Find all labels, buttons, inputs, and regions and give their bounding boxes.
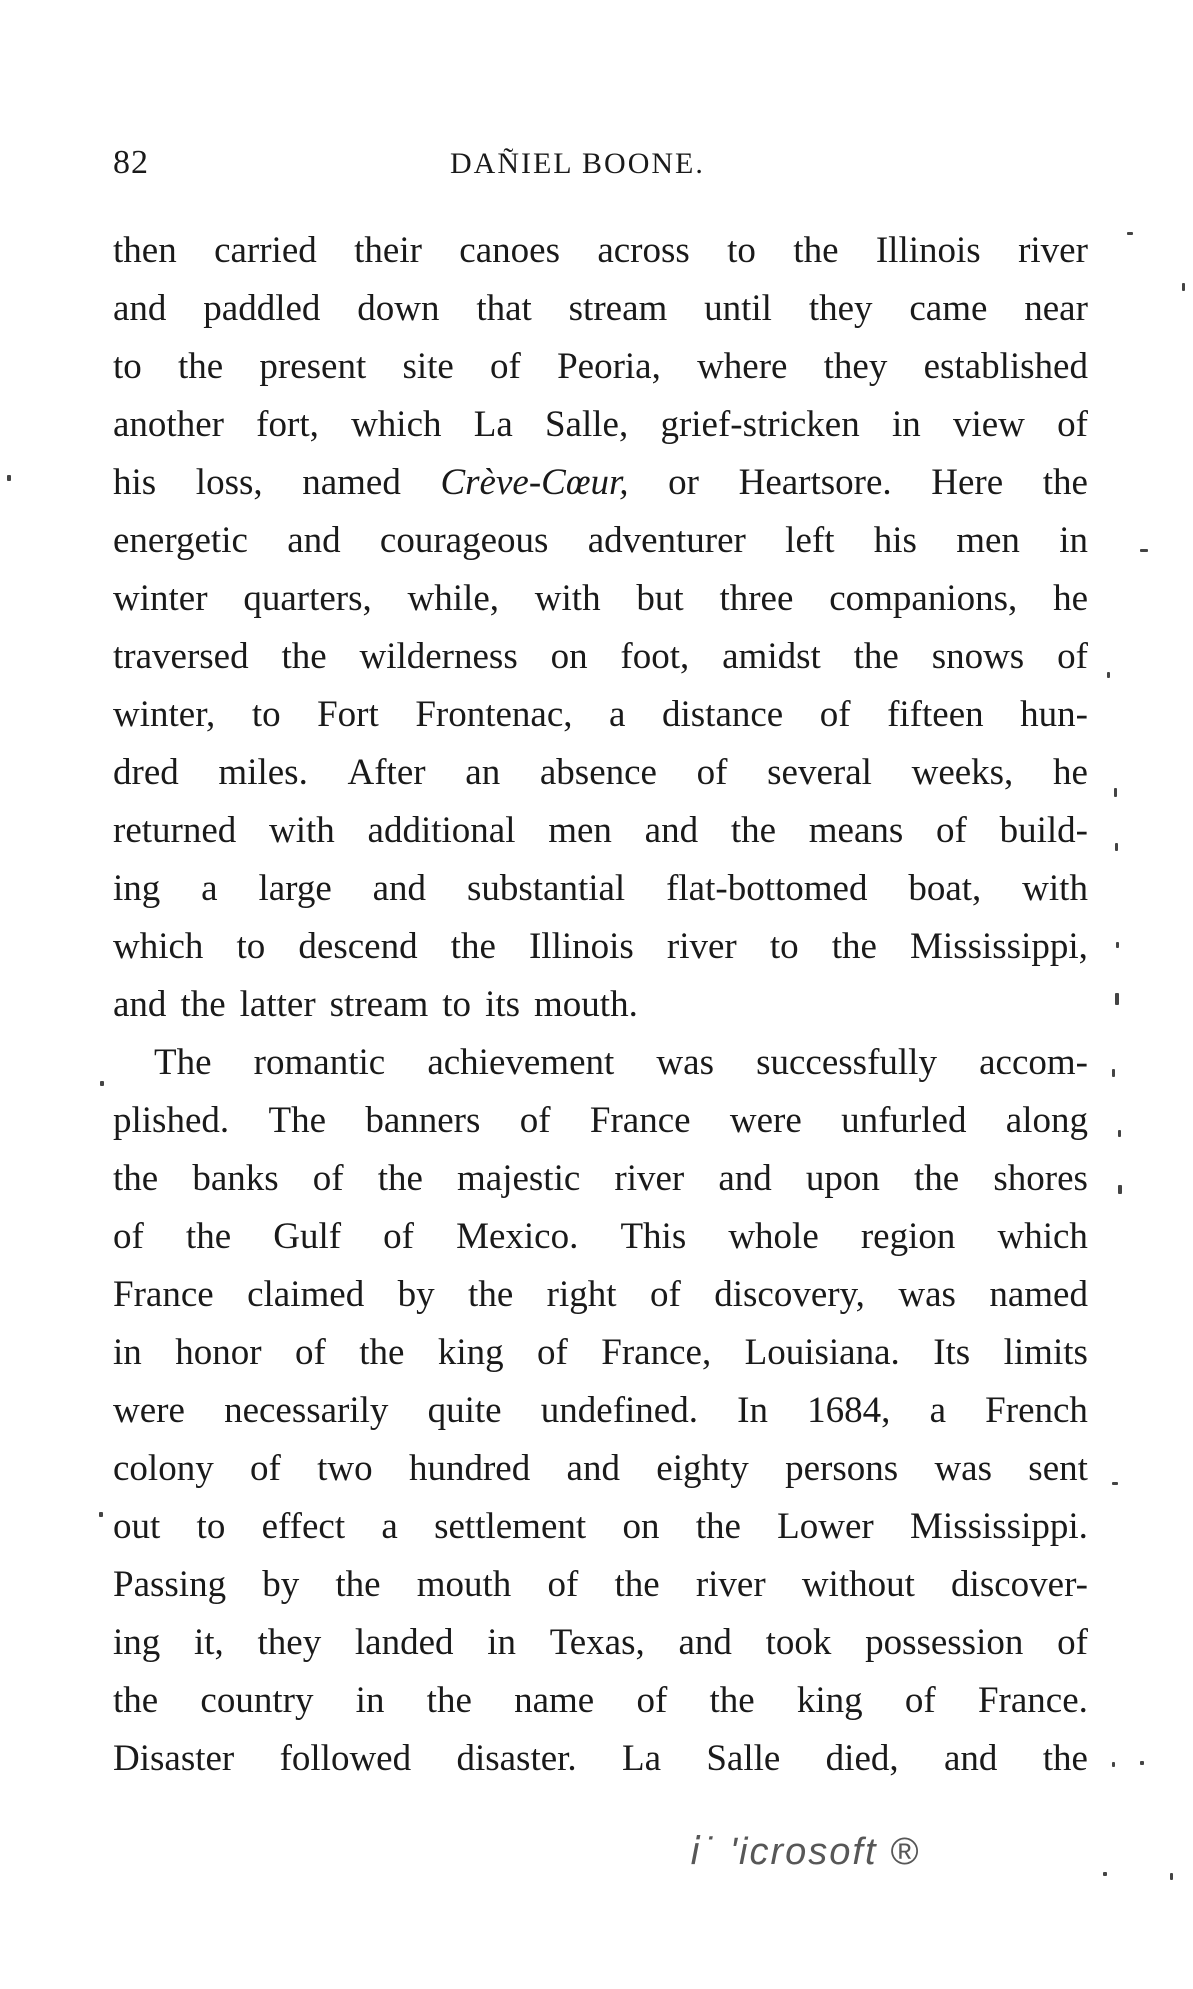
word: amidst [722,636,821,677]
word: landed [354,1622,454,1663]
word: the [335,1564,381,1605]
word: was [898,1274,956,1315]
word: winter, [113,694,216,735]
word: then [113,230,177,271]
scan-speck [1103,1872,1107,1876]
word: site [402,346,454,387]
word: the [914,1158,960,1199]
word: Heartsore. [738,462,892,503]
word: to [769,926,799,967]
word: Gulf [273,1216,342,1257]
text-line [113,1556,1088,1614]
word: romantic [253,1042,386,1083]
word: This [620,1216,687,1257]
word: near [1024,288,1088,329]
text-line [113,1614,1088,1672]
word: France [113,1274,214,1315]
word: stream [568,288,668,329]
word: loss, [195,462,263,503]
word: on [622,1506,660,1547]
word: In [737,1390,768,1431]
word: of [490,346,521,387]
word: weeks, [911,752,1014,793]
scan-speck [100,1081,104,1086]
word: discovery, [714,1274,865,1315]
word: additional [367,810,516,851]
word: left [785,520,835,561]
word: boat, [908,868,982,909]
scan-speck [1118,1185,1122,1194]
scan-speck [1182,283,1185,291]
text-line [113,338,1088,396]
word: courageous [379,520,549,561]
word: with [269,810,335,851]
word: settlement [434,1506,587,1547]
word: quarters, [243,578,372,619]
word: that [476,288,532,329]
word: of [250,1448,281,1489]
word: accom- [979,1042,1088,1083]
text-line [113,628,1088,686]
word: latter [239,984,316,1025]
word: the [426,1680,472,1721]
word: king [796,1680,863,1721]
word: flat-bottomed [666,868,868,909]
word: of [547,1564,579,1605]
text-line [113,1092,1088,1150]
text-line [113,1382,1088,1440]
word: to [442,984,472,1025]
word: died, [825,1738,899,1779]
word: by [262,1564,300,1605]
word: with [1022,868,1088,909]
body-text [113,222,1093,1788]
word: the [831,926,877,967]
word: substantial [466,868,626,909]
word: Here [931,462,1004,503]
word: across [597,230,690,271]
word: of [1057,404,1088,445]
word: a [609,694,626,735]
word: the [709,1680,755,1721]
word: he [1052,752,1088,793]
scan-speck [1115,843,1118,851]
word: Illinois [875,230,981,271]
word: view [952,404,1025,445]
word: fifteen [887,694,984,735]
word: companions, [829,578,1018,619]
word: and [718,1158,772,1199]
word: a [929,1390,946,1431]
word: or [668,462,699,503]
word: of [537,1332,568,1373]
text-line [113,802,1088,860]
word: of [904,1680,936,1721]
word: quite [427,1390,502,1431]
word: Its [933,1332,971,1373]
word: the [177,346,224,387]
word: The [154,1042,212,1083]
scan-speck [1170,1873,1173,1880]
scan-speck [1127,232,1133,235]
text-line [113,454,1088,512]
scan-speck [7,475,11,481]
word: France, [601,1332,712,1373]
scan-speck [1118,1130,1121,1137]
word: banks [192,1158,279,1199]
word: several [767,752,872,793]
word: plished. [113,1100,230,1141]
word: La [622,1738,662,1779]
word: they [823,346,888,387]
word: disaster. [456,1738,577,1779]
word: hun- [1020,694,1088,735]
word: Louisiana. [744,1332,900,1373]
word: the [1042,1738,1088,1779]
word: the [853,636,899,677]
word: energetic [113,520,248,561]
text-line [113,1730,1088,1788]
word: to [196,1506,226,1547]
word: Frontenac, [415,694,573,735]
word: the [359,1332,405,1373]
word: upon [805,1158,880,1199]
word: along [1005,1100,1088,1141]
word: adventurer [587,520,746,561]
word: which [997,1216,1088,1257]
word: three [719,578,794,619]
word: of [1057,636,1088,677]
word: river [695,1564,766,1605]
word: they [808,288,873,329]
word: stream [329,984,429,1025]
word: sent [1028,1448,1088,1489]
word: the [180,984,226,1025]
scan-speck [1116,942,1119,948]
word: limits [1003,1332,1088,1373]
word: a [201,868,218,909]
word: Crève-Cœur, [440,462,629,503]
word: discover- [951,1564,1088,1605]
word: the [450,926,496,967]
word: the [281,636,327,677]
word: claimed [247,1274,365,1315]
text-line [113,280,1088,338]
word: river [1018,230,1088,271]
word: two [317,1448,373,1489]
word: of [636,1680,668,1721]
scan-speck [1140,549,1148,552]
word: Salle [706,1738,781,1779]
word: of [113,1216,144,1257]
word: the [1042,462,1088,503]
word: another [113,404,224,445]
word: Passing [113,1564,227,1605]
word: came [909,288,988,329]
word: his [873,520,917,561]
word: hundred [408,1448,531,1489]
scan-speck [1107,672,1110,678]
word: country [200,1680,314,1721]
word: and [287,520,341,561]
word: 1684, [807,1390,891,1431]
word: snows [931,636,1025,677]
word: dred [113,752,179,793]
scan-speck [1112,1069,1115,1077]
word: the [468,1274,514,1315]
text-line [113,1324,1088,1382]
word: but [636,578,684,619]
scan-speck [1112,1482,1118,1485]
word: their [354,230,422,271]
word: which [113,926,204,967]
scan-speck [99,1512,103,1517]
word: men [548,810,612,851]
word: and [113,288,167,329]
word: of [649,1274,681,1315]
word: king [437,1332,504,1373]
word: The [268,1100,326,1141]
word: of [696,752,728,793]
word: and [678,1622,732,1663]
word: until [704,288,772,329]
word: a [381,1506,398,1547]
word: named [989,1274,1088,1315]
word: and [644,810,699,851]
word: grief-stricken [660,404,860,445]
word: took [765,1622,832,1663]
word: canoes [459,230,560,271]
text-line [113,744,1088,802]
word: fort, [256,404,319,445]
word: of [1057,1622,1088,1663]
scan-speck [1112,1762,1115,1767]
word: France. [977,1680,1088,1721]
word: distance [661,694,784,735]
word: and [566,1448,620,1489]
word: while, [407,578,499,619]
word: out [113,1506,161,1547]
text-line [113,918,1088,976]
word: successfully [756,1042,937,1083]
word: he [1053,578,1088,619]
word: of [294,1332,326,1373]
word: Salle, [544,404,629,445]
word: large [258,868,332,909]
text-line [113,1266,1088,1324]
word: river [666,926,737,967]
word: river [614,1158,685,1199]
word: Mississippi, [910,926,1088,967]
page-number: 82 [113,144,149,181]
word: where [697,346,788,387]
word: of [819,694,851,735]
word: miles. [218,752,308,793]
word: undefined. [540,1390,698,1431]
word: traversed [113,636,249,677]
word: ing [113,1622,161,1663]
word: Fort [317,694,379,735]
scan-speck [1140,1761,1144,1765]
word: Lower [777,1506,874,1547]
word: mouth [416,1564,512,1605]
text-line [113,1150,1088,1208]
word: which [351,404,442,445]
word: to [113,346,142,387]
word: were [113,1390,185,1431]
word: After [347,752,426,793]
word: was [934,1448,992,1489]
word: the [695,1506,741,1547]
word: named [302,462,401,503]
word: his [113,462,157,503]
word: majestic [457,1158,581,1199]
word: with [534,578,601,619]
word: France [589,1100,691,1141]
word: the [113,1680,159,1721]
word: descend [298,926,418,967]
word: and [372,868,427,909]
text-line [113,512,1088,570]
word: followed [279,1738,412,1779]
word: La [473,404,513,445]
word: it, [193,1622,224,1663]
word: right [546,1274,617,1315]
word: in [113,1332,142,1373]
word: Mexico. [456,1216,579,1257]
word: to [251,694,281,735]
word: the [377,1158,423,1199]
word: without [801,1564,915,1605]
word: the [793,230,839,271]
word: by [397,1274,435,1315]
word: mouth. [534,984,638,1025]
word: persons [785,1448,899,1489]
word: Texas, [549,1622,645,1663]
word: and [113,984,167,1025]
word: in [1059,520,1088,561]
text-line [113,1208,1088,1266]
word: honor [175,1332,262,1373]
word: the [113,1158,159,1199]
scan-speck [1114,788,1117,797]
word: French [985,1390,1088,1431]
word: foot, [620,636,690,677]
word: possession [865,1622,1024,1663]
running-head: DAÑIEL BOONE. [450,147,705,180]
word: eighty [656,1448,749,1489]
word: and [943,1738,998,1779]
text-line [113,570,1088,628]
word: on [550,636,588,677]
word: Illinois [528,926,634,967]
word: men [956,520,1020,561]
word: the [730,810,777,851]
word: was [656,1042,714,1083]
watermark-logo: ⅰ˙ ʹicrosoft ® [690,1831,921,1873]
word: of [519,1100,551,1141]
word: absence [539,752,657,793]
word: to [727,230,756,271]
text-line [113,1498,1088,1556]
word: to [236,926,266,967]
word: banners [365,1100,481,1141]
word: present [259,346,367,387]
word: paddled [203,288,321,329]
word: in [891,404,921,445]
word: they [257,1622,322,1663]
word: established [923,346,1088,387]
text-line [113,222,1088,280]
word: down [357,288,440,329]
text-line [113,976,1088,1034]
word: means [808,810,904,851]
word: its [485,984,521,1025]
text-line [113,860,1088,918]
word: Peoria, [557,346,661,387]
word: unfurled [841,1100,967,1141]
word: colony [113,1448,214,1489]
word: wilderness [359,636,518,677]
word: in [355,1680,385,1721]
word: were [729,1100,802,1141]
word: build- [999,810,1088,851]
text-line [113,1440,1088,1498]
word: shores [993,1158,1088,1199]
word: Disaster [113,1738,235,1779]
text-line [113,1034,1088,1092]
word: region [860,1216,956,1257]
word: of [936,810,967,851]
word: necessarily [224,1390,389,1431]
text-line [113,1672,1088,1730]
scan-speck [1115,993,1119,1005]
word: achievement [427,1042,615,1083]
word: effect [261,1506,346,1547]
word: of [312,1158,344,1199]
text-line [113,686,1088,744]
word: returned [113,810,237,851]
word: carried [214,230,317,271]
word: of [383,1216,414,1257]
word: an [465,752,501,793]
word: the [614,1564,660,1605]
word: in [487,1622,517,1663]
word: winter [113,578,208,619]
word: Mississippi. [910,1506,1088,1547]
word: name [514,1680,595,1721]
word: whole [728,1216,819,1257]
word: ing [113,868,161,909]
word: the [185,1216,232,1257]
text-line [113,396,1088,454]
